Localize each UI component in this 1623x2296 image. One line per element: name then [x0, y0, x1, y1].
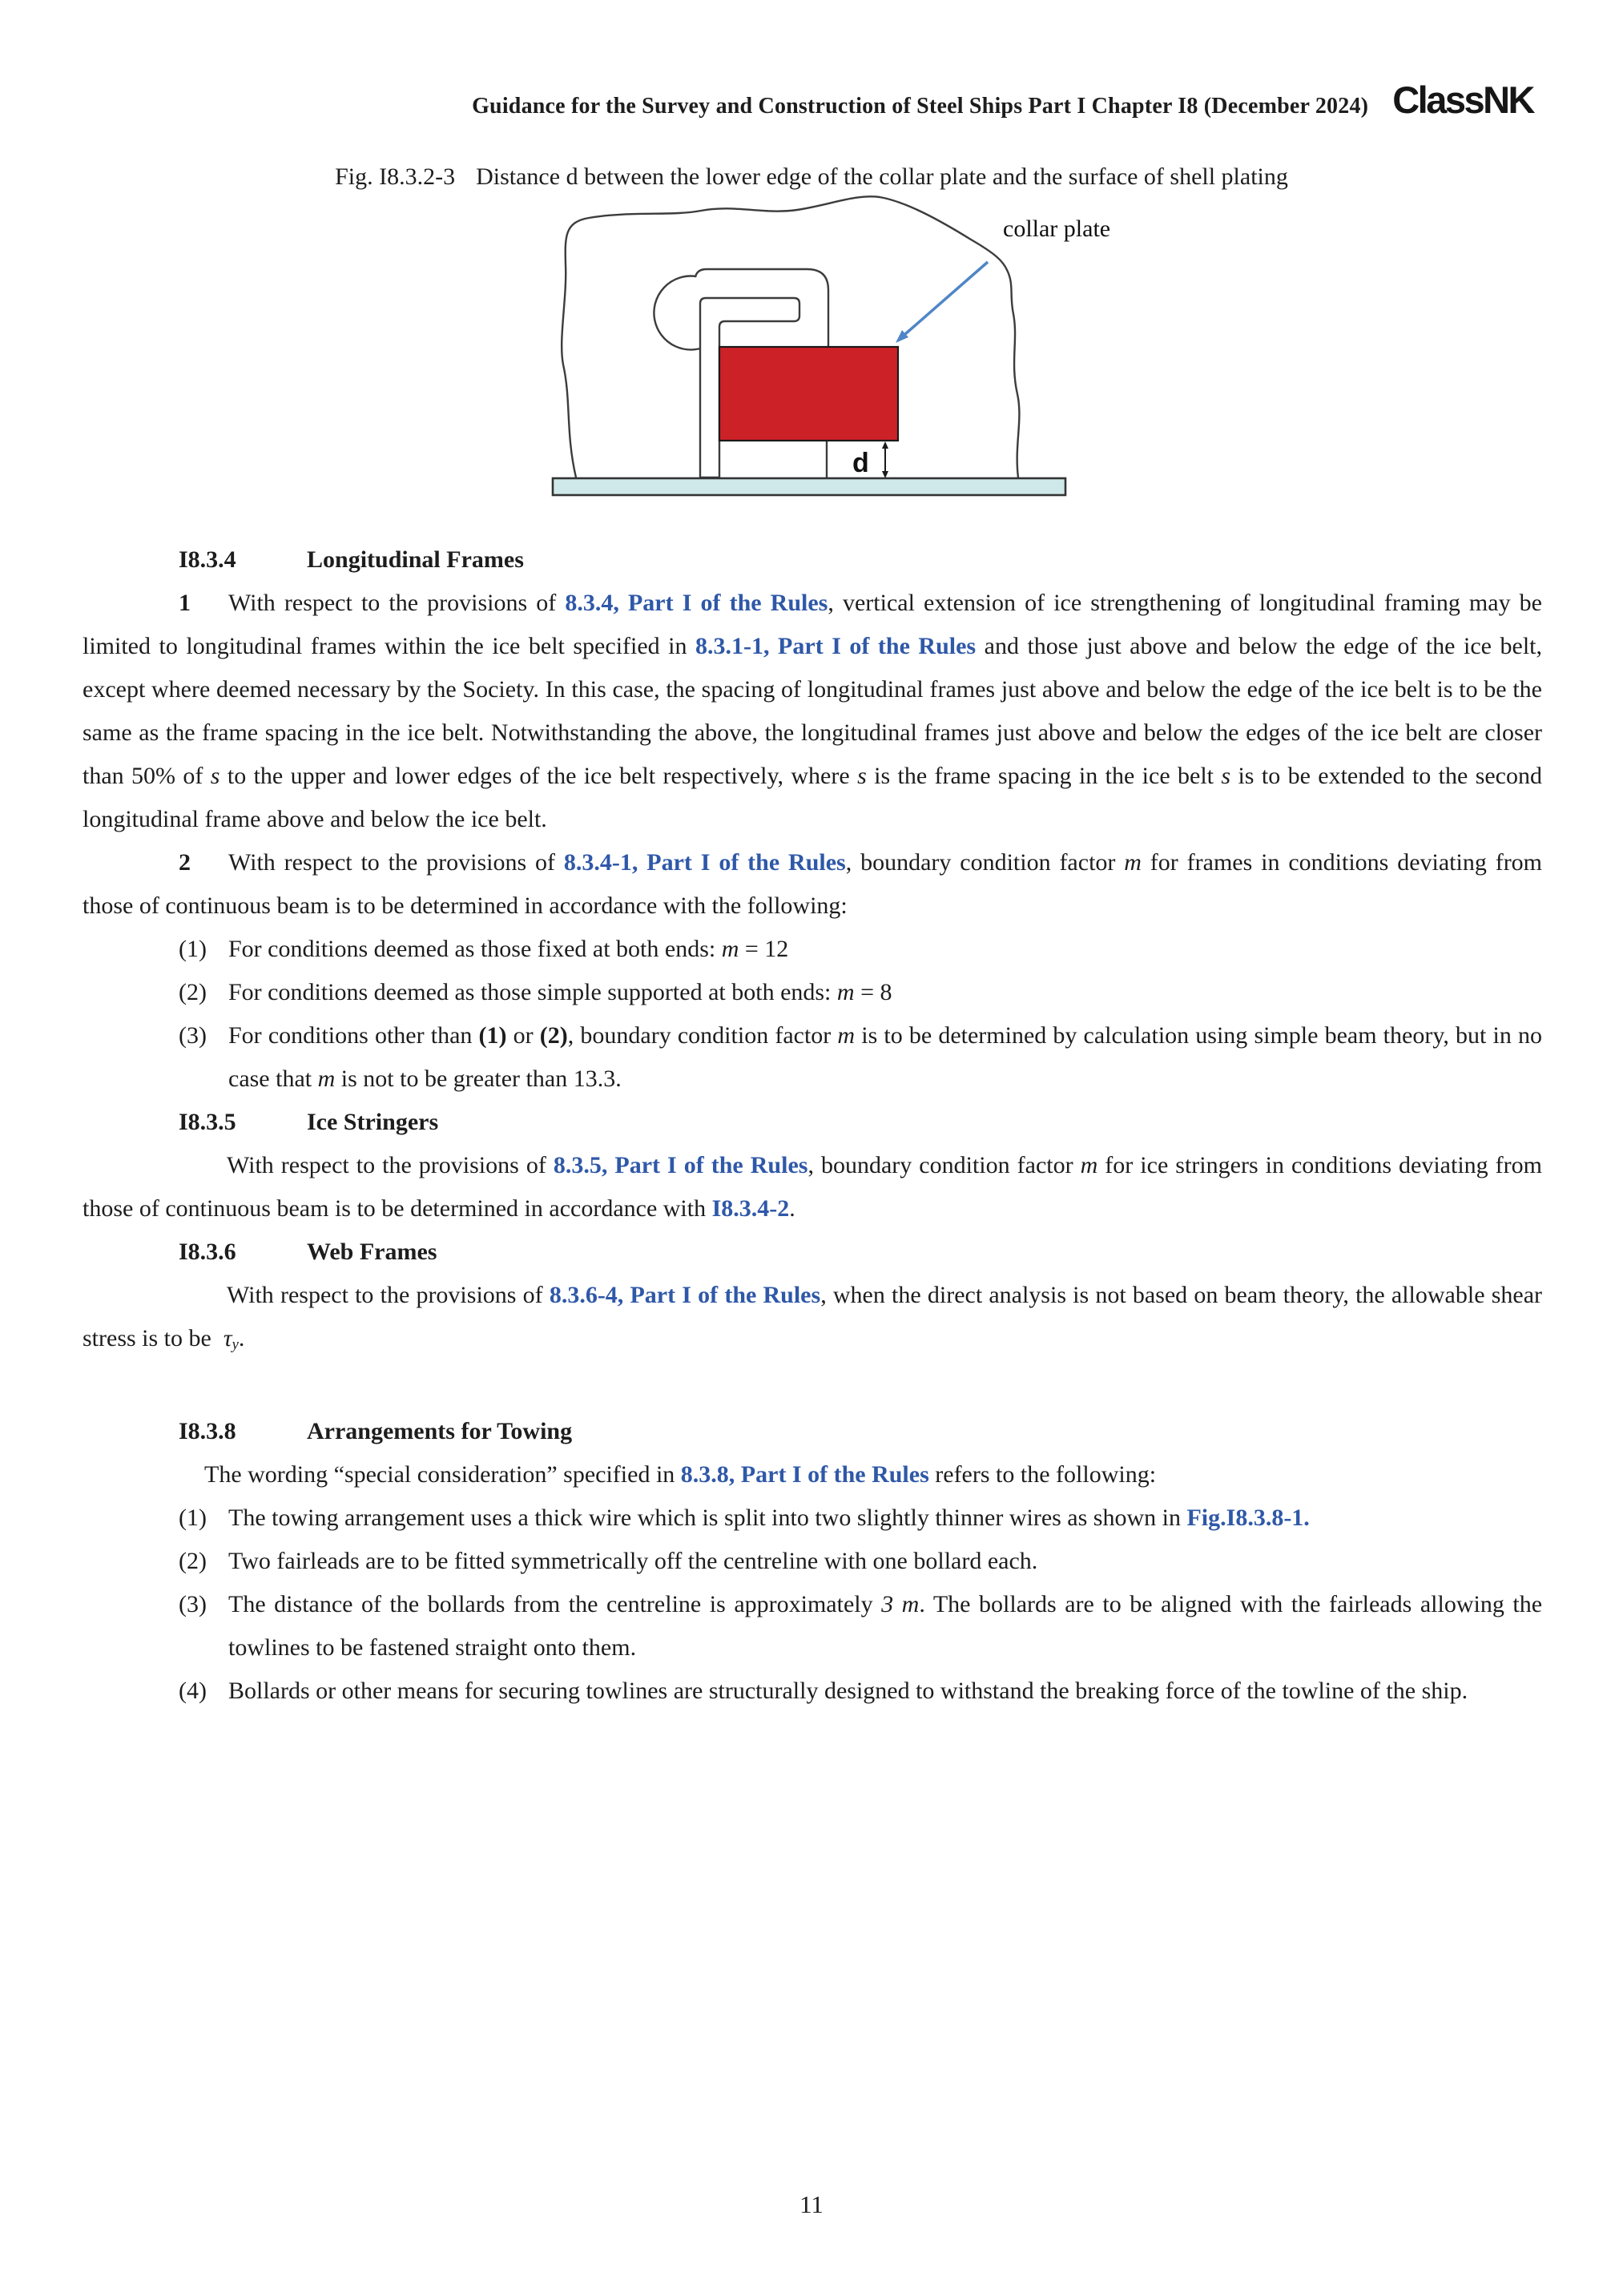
- page-number: 11: [799, 2190, 824, 2218]
- text-segment: , boundary condition factor: [807, 1152, 1081, 1178]
- section-heading: [83, 1101, 1542, 1144]
- text-segment: For conditions other than: [228, 1022, 479, 1049]
- text-segment: For conditions deemed as those fixed at both ends:: [228, 936, 722, 962]
- text-segment: m: [1080, 1152, 1098, 1178]
- list-item: [83, 928, 1542, 971]
- text-segment: = 12: [739, 936, 789, 962]
- item-marker: (1): [179, 1504, 207, 1532]
- figure-caption-number: Fig. I8.3.2-3: [335, 163, 456, 190]
- list-item: [83, 971, 1542, 1014]
- dimension-arrow-down: [882, 471, 888, 478]
- dimension-d-label: d: [852, 448, 869, 478]
- page-header: [472, 78, 1533, 122]
- text-segment: is to be determined by calculation using simple beam theory, but in no case that: [228, 1022, 1542, 1092]
- text-segment: .: [789, 1195, 795, 1222]
- item-marker: (2): [179, 1548, 207, 1575]
- text-segment: Bollards or other means for securing towlines are structurally designed to withstand the breaking force of the towline of the ship.: [228, 1678, 1468, 1705]
- text-segment: The wording “special consideration” specified in: [204, 1461, 681, 1488]
- leader-arrow-line: [905, 262, 988, 334]
- section-number: I8.3.4: [179, 546, 236, 573]
- text-segment: s: [210, 763, 220, 789]
- list-item: [83, 1014, 1542, 1101]
- text-segment: .: [238, 1325, 245, 1351]
- text-segment: m: [837, 1022, 856, 1049]
- text-segment: m: [317, 1065, 336, 1092]
- rules-link[interactable]: I8.3.4-2: [711, 1195, 790, 1222]
- item-marker: (2): [179, 979, 207, 1005]
- text-segment: , boundary condition factor: [567, 1022, 838, 1049]
- text-segment: y: [232, 1336, 239, 1354]
- section-heading: [83, 1410, 1542, 1453]
- classnk-logo: ClassNK: [1392, 79, 1533, 121]
- list-item: [83, 1583, 1542, 1670]
- rules-link[interactable]: 8.3.4, Part I of the Rules: [565, 590, 828, 616]
- text-segment: The towing arrangement uses a thick wire which is split into two slightly thinner wires as shown in: [228, 1504, 1187, 1532]
- dimension-arrow-up: [882, 441, 888, 449]
- text-segment: With respect to the provisions of: [227, 1282, 550, 1308]
- paragraph: [83, 1453, 1542, 1496]
- text-segment: = 8: [854, 979, 892, 1005]
- text-segment: With respect to the provisions of: [228, 849, 564, 876]
- text-segment: or: [506, 1022, 540, 1049]
- text-segment: s: [1221, 763, 1231, 789]
- rules-link[interactable]: 8.3.5, Part I of the Rules: [553, 1152, 808, 1178]
- text-segment: With respect to the provisions of: [227, 1152, 554, 1178]
- item-marker: (3): [179, 1022, 207, 1049]
- list-item: [83, 1670, 1542, 1713]
- collar-plate-rect: [719, 347, 898, 441]
- text-segment: refers to the following:: [928, 1461, 1157, 1488]
- paragraph: [83, 1274, 1542, 1367]
- text-segment: for frames in conditions deviating from those of continuous beam is to be determined in accordance with the following:: [83, 849, 1543, 919]
- item-marker: (3): [179, 1591, 207, 1618]
- section-heading: [83, 1231, 1542, 1274]
- document-body: [83, 538, 1542, 1713]
- item-marker: (1): [179, 936, 207, 962]
- section-title: Ice Stringers: [307, 1109, 439, 1135]
- section-number: I8.3.5: [179, 1109, 236, 1135]
- text-segment: m: [1124, 849, 1142, 876]
- collar-plate-figure: [513, 183, 1122, 521]
- rules-link[interactable]: 8.3.4-1, Part I of the Rules: [563, 849, 846, 876]
- document-header-title: Guidance for the Survey and Construction of Steel Ships Part I Chapter I8 (December 2024): [472, 94, 1369, 119]
- text-segment: τ: [217, 1325, 232, 1351]
- text-segment: , vertical extension of ice strengthening of longitudinal framing may be limited to longitudinal frames within the ice belt specified in: [83, 590, 1543, 659]
- rules-link[interactable]: 8.3.1-1, Part I of the Rules: [695, 633, 977, 659]
- text-segment: is the frame spacing in the ice belt: [866, 763, 1222, 789]
- section-heading: [83, 538, 1542, 582]
- text-segment: The distance of the bollards from the centreline is approximately: [228, 1591, 882, 1618]
- text-segment: s: [857, 763, 867, 789]
- shell-plating: [553, 478, 1065, 495]
- rules-link[interactable]: 8.3.6-4, Part I of the Rules: [549, 1282, 821, 1308]
- text-segment: , when the direct analysis is not based on beam theory, the allowable shear stress is to be: [83, 1282, 1543, 1351]
- text-segment: For conditions deemed as those simple supported at both ends:: [228, 979, 837, 1005]
- list-item: [83, 1540, 1542, 1583]
- section-title: Web Frames: [307, 1239, 437, 1265]
- text-segment: With respect to the provisions of: [228, 590, 566, 616]
- text-segment: m: [836, 979, 855, 1005]
- paragraph: [83, 1144, 1542, 1231]
- item-marker: 2: [179, 849, 191, 876]
- item-marker: 1: [179, 590, 191, 616]
- text-segment: . The bollards are to be aligned with the fairleads allowing the towlines to be fastened straight onto them.: [228, 1591, 1543, 1662]
- section-number: I8.3.8: [179, 1418, 236, 1445]
- item-marker: (4): [179, 1678, 207, 1705]
- figure-caption-text: Distance d between the lower edge of the collar plate and the surface of shell plating: [476, 163, 1288, 190]
- text-segment: is to be extended to the second longitudinal frame above and below the ice belt.: [83, 763, 1542, 832]
- text-segment: is not to be greater than 13.3.: [335, 1065, 622, 1092]
- rules-link[interactable]: Fig.I8.3.8-1.: [1186, 1504, 1310, 1532]
- rules-link[interactable]: 8.3.8, Part I of the Rules: [680, 1461, 929, 1488]
- section-title: Longitudinal Frames: [307, 546, 524, 573]
- paragraph: [83, 841, 1542, 928]
- paragraph: [83, 582, 1542, 841]
- text-segment: , boundary condition factor: [845, 849, 1125, 876]
- text-segment: 3 m: [881, 1591, 920, 1618]
- collar-plate-label: collar plate: [1003, 216, 1111, 242]
- text-segment: and those just above and below the edge of the ice belt, except where deemed necessary by the Society. In this case, the spacing of longitudinal frames just above and below the edge of the ice belt is to be the same as the frame spacing in the ice belt. Notwithstanding the above, the longitudinal frames just above and below the edges of the ice belt are closer than 50% of: [83, 633, 1542, 789]
- list-item: [83, 1496, 1542, 1540]
- section-number: I8.3.6: [179, 1239, 236, 1265]
- text-segment: (2): [539, 1022, 568, 1049]
- text-segment: for ice stringers in conditions deviating from those of continuous beam is to be determined in accordance with: [83, 1152, 1542, 1222]
- text-segment: m: [721, 936, 739, 962]
- text-segment: Two fairleads are to be fitted symmetrically off the centreline with one bollard each.: [228, 1548, 1038, 1575]
- section-title: Arrangements for Towing: [307, 1418, 573, 1445]
- text-segment: (1): [478, 1022, 507, 1049]
- text-segment: to the upper and lower edges of the ice belt respectively, where: [219, 763, 858, 789]
